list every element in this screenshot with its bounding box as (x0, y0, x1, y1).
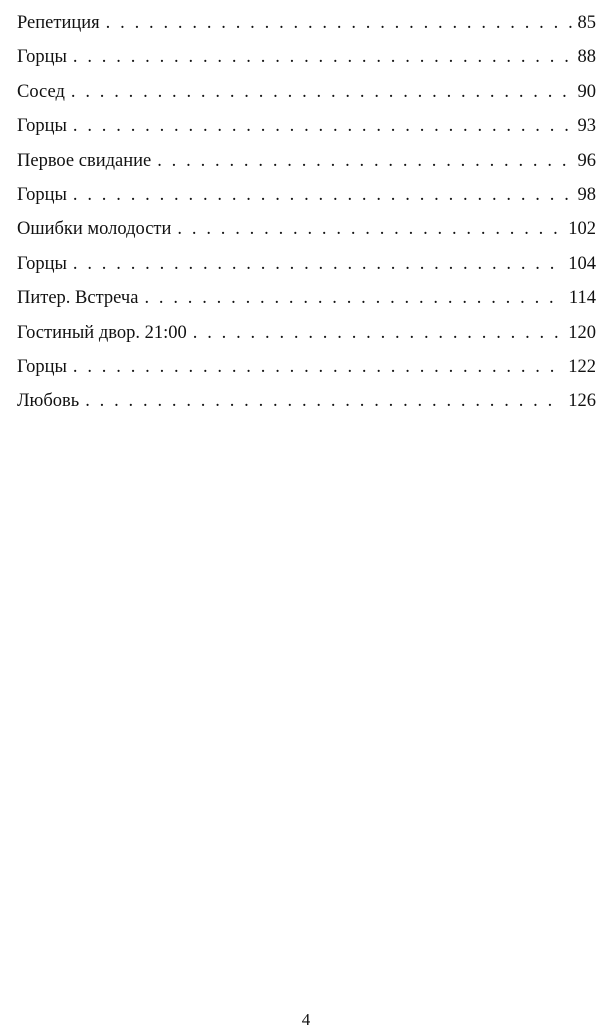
toc-entry-page: 96 (577, 150, 596, 171)
toc-entry-title: Сосед (17, 81, 65, 102)
toc-entry-title: Гостиный двор. 21:00 (17, 322, 187, 343)
page-number: 4 (301, 1010, 311, 1029)
toc-entry-page: 102 (568, 219, 596, 240)
toc-entry-title: Питер. Встреча (17, 288, 139, 309)
toc-entry (17, 75, 596, 109)
toc-entry-page: 93 (577, 116, 596, 137)
toc-entry-title: Горцы (17, 184, 67, 205)
toc-entry (17, 178, 596, 212)
dot-leader (144, 281, 562, 315)
dot-leader (73, 109, 572, 143)
toc-entry (17, 281, 596, 315)
toc-entry (17, 109, 596, 143)
toc-entry (17, 384, 596, 418)
dot-leader (193, 316, 563, 350)
toc-entry (17, 350, 596, 384)
toc-entry-page: 114 (568, 288, 596, 309)
toc-entry-page: 104 (568, 253, 596, 274)
toc-entry-title: Горцы (17, 47, 67, 68)
toc-entry-page: 126 (568, 391, 596, 412)
dot-leader (157, 144, 571, 178)
table-of-contents (17, 6, 596, 419)
dot-leader (73, 247, 562, 281)
dot-leader (73, 350, 562, 384)
toc-entry (17, 6, 596, 40)
toc-entry-page: 98 (577, 184, 596, 205)
toc-entry-page: 85 (577, 13, 596, 33)
toc-entry (17, 40, 596, 74)
toc-entry-page: 120 (568, 322, 596, 343)
toc-entry-page: 90 (577, 81, 596, 102)
dot-leader (106, 6, 572, 40)
toc-entry-title: Любовь (17, 391, 80, 412)
toc-entry (17, 144, 596, 178)
toc-entry-title: Горцы (17, 356, 67, 377)
dot-leader (73, 178, 572, 212)
toc-entry-title: Горцы (17, 253, 67, 274)
dot-leader (177, 212, 562, 246)
toc-entry-title: Первое свидание (17, 150, 152, 171)
toc-entry (17, 212, 596, 246)
toc-entry (17, 316, 596, 350)
toc-entry-title: Ошибки молодости (17, 219, 172, 240)
dot-leader (73, 40, 572, 74)
dot-leader (85, 384, 562, 418)
toc-entry (17, 247, 596, 281)
dot-leader (71, 75, 572, 109)
toc-entry-page: 88 (577, 47, 596, 68)
toc-entry-title: Горцы (17, 116, 67, 137)
toc-entry-title: Репетиция (17, 13, 100, 33)
toc-entry-page: 122 (568, 356, 596, 377)
